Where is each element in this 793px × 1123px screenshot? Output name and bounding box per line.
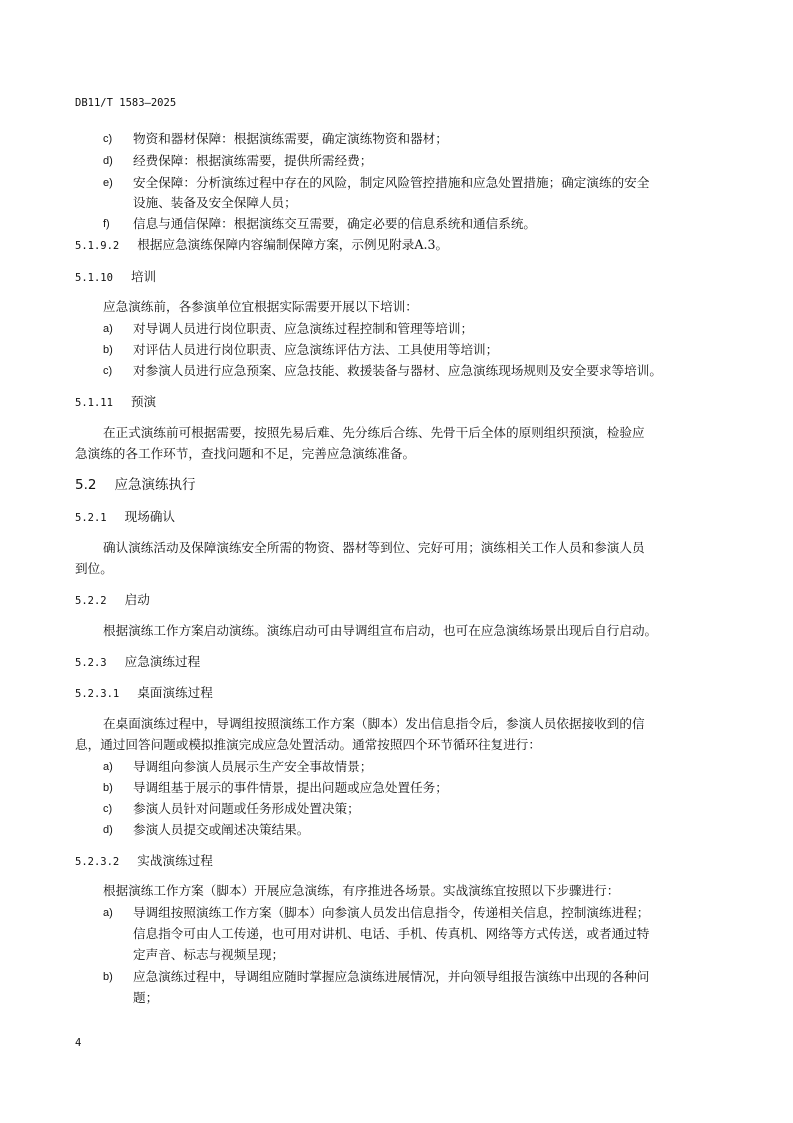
list-marker: c) [103,133,113,145]
list-marker: e) [103,177,113,189]
list-marker: b) [103,344,113,356]
clause-number: 5.2.1 [75,512,107,524]
clause-title: 培训 [130,269,157,284]
clause-5-1-9-2 [75,236,448,255]
list-text: 经费保障：根据演练需要，提供所需经费； [133,153,373,168]
list-text: 信息与通信保障：根据演练交互需要，确定必要的信息系统和通信系统。 [133,216,536,231]
list-text: 信息指令可由人工传递，也可用对讲机、电话、手机、传真机、网络等方式传送，或者通过特 [133,926,650,941]
list-marker: a) [103,907,113,919]
list-text: 参演人员针对问题或任务形成处置决策； [133,801,360,816]
paragraph: 到位。 [75,561,113,576]
list-text: 对评估人员进行岗位职责、应急演练评估方法、工具使用等培训； [133,342,499,357]
paragraph: 急演练的各工作环节，查找问题和不足，完善应急演练准备。 [75,446,416,461]
list-text: 安全保障：分析演练过程中存在的风险，制定风险管控措施和应急处置措施；确定演练的安全 [133,175,650,190]
heading-5-1-10 [75,268,156,287]
standard-code: DB11/T 1583—2025 [75,97,177,109]
paragraph: 根据演练工作方案（脚本）开展应急演练，有序推进各场景。实战演练宜按照以下步骤进行： [103,883,620,898]
list-marker: b) [103,971,113,983]
heading-5-2-1 [75,508,175,527]
list-text: 设施、装备及安全保障人员； [133,195,297,210]
list-marker: c) [103,803,113,815]
clause-text: 根据应急演练保障内容编制保障方案，示例见附录A.3。 [137,237,449,252]
heading-5-2 [75,476,196,494]
heading-5-2-3-1 [75,684,213,703]
list-text: 应急演练过程中，导调组应随时掌握应急演练进展情况，并向领导组报告演练中出现的各种问 [133,969,650,984]
list-marker: a) [103,761,113,773]
heading-5-2-3 [75,653,200,672]
heading-5-1-11 [75,393,156,412]
list-marker: d) [103,155,113,167]
clause-number: 5.2.3.1 [75,688,120,700]
clause-number: 5.1.11 [75,397,113,409]
paragraph: 息，通过回答问题或模拟推演完成应急处置活动。通常按照四个环节循环往复进行： [75,737,541,752]
clause-number: 5.1.10 [75,272,113,284]
list-marker: a) [103,323,113,335]
heading-5-2-3-2 [75,852,213,871]
paragraph: 应急演练前，各参演单位宜根据实际需要开展以下培训： [103,299,418,314]
list-marker: d) [103,824,113,836]
list-text: 物资和器材保障：根据演练需要，确定演练物资和器材； [133,131,448,146]
clause-number: 5.2 [75,477,97,493]
list-marker: f) [103,218,110,230]
clause-number: 5.2.3 [75,657,107,669]
clause-number: 5.2.3.2 [75,856,120,868]
clause-title: 实战演练过程 [137,853,213,868]
list-text: 导调组基于展示的事件情景，提出问题或应急处置任务； [133,780,448,795]
list-marker: c) [103,365,113,377]
paragraph: 在桌面演练过程中，导调组按照演练工作方案（脚本）发出信息指令后，参演人员依据接收到的信 [103,716,645,731]
list-text: 参演人员提交或阐述决策结果。 [133,822,310,837]
clause-title: 现场确认 [124,509,175,524]
list-text: 对参演人员进行应急预案、应急技能、救援装备与器材、应急演练现场规则及安全要求等培训。 [133,363,662,378]
clause-title: 桌面演练过程 [137,685,213,700]
paragraph: 确认演练活动及保障演练安全所需的物资、器材等到位、完好可用；演练相关工作人员和参演人员 [103,540,645,555]
clause-number: 5.1.9.2 [75,240,120,252]
list-text: 导调组按照演练工作方案（脚本）向参演人员发出信息指令，传递相关信息，控制演练进程； [133,905,650,920]
list-text: 导调组向参演人员展示生产安全事故情景； [133,759,373,774]
paragraph: 在正式演练前可根据需要，按照先易后难、先分练后合练、先骨干后全体的原则组织预演，检验应 [103,425,645,440]
page-number: 4 [75,1037,82,1049]
clause-title: 应急演练过程 [124,654,201,669]
list-text: 对导调人员进行岗位职责、应急演练过程控制和管理等培训； [133,321,474,336]
paragraph: 根据演练工作方案启动演练。演练启动可由导调组宣布启动，也可在应急演练场景出现后自行启动。 [103,623,658,638]
clause-title: 启动 [124,592,150,607]
list-marker: b) [103,782,113,794]
clause-title: 预演 [130,394,157,409]
clause-title: 应急演练执行 [114,477,196,493]
clause-number: 5.2.2 [75,595,107,607]
list-text: 定声音、标志与视频呈现； [133,947,285,962]
heading-5-2-2 [75,591,150,610]
list-text: 题； [133,990,159,1005]
